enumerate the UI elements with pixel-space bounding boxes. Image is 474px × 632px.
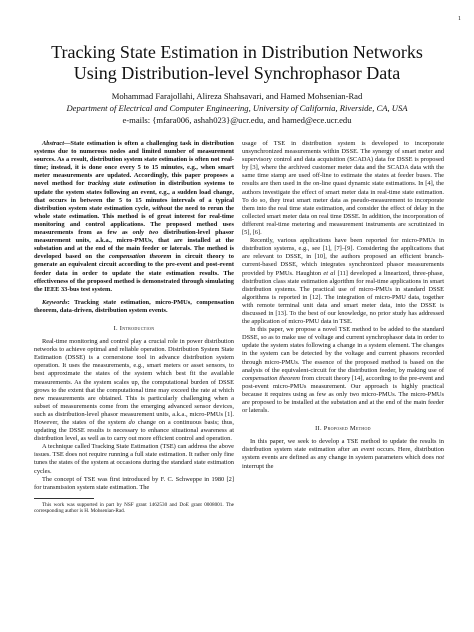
right-column xyxy=(242,140,444,471)
keywords-label: Keywords xyxy=(42,298,68,306)
abstract: Abstract—State estimation is often a challenging task in distribution systems due to numerous nodes and limited number of measurement sources. As a result, distribution system state estimation is often not real-time; instead, it is done once every 5 to 15 minutes, e.g., when smart meter measurements are updated. Accordingly, this paper proposes a novel method for tracking state estimation in distribution systems to update the system states following an event, e.g., a sudden load change, that occurs in between the 5 to 15 minutes intervals of a typical distribution system state estimation cycle, without the need to rerun the whole state estimation. This method is of great interest for real-time monitoring and control applications. The proposed method uses measurements from as few as only two distribution-level phasor measurement units, a.k.a., micro-PMUs, that are installed at the substation and at the end of the main feeder or laterals. The method is developed based on the compensation theorem in circuit theory to generate an equivalent circuit according to the pre-event and post-event feeder data in order to update the state estimation results. The effectiveness of the proposed method is demonstrated through simulating the IEEE 33-bus test system. xyxy=(34,140,235,293)
intro-paragraph-2: A technique called Tracking State Estimation (TSE) can address the above issues. TSE does not require running a full state estimation. It rather only fine tunes the states of the system at occasions during the standard state estimation cycles. xyxy=(34,443,234,475)
body-paragraph-1: usage of TSE in distribution system is developed to incorporate unsynchronized measurements within DSSE. The synergy of smart meter and supervisory control and data acquisition (SCADA) data for DSSE is proposed by [3], where the archived customer meter data and the SCADA data with the same time stamp are used off-line to estimate the states at feeder buses. The results are then used in the on-line quasi dynamic state estimations. In [4], the authors investigate the effect of smart meter data in real-time state estimation. To do so, they treat smart meter data as pseudo-measurement to incorporate them into the real time state estimation, and consider the effect of delay in the collected smart meter data on real time DSSE. In addition, the incorporation of different real-time metering and measurement instruments are scrutinized in [5], [6]. xyxy=(242,140,444,237)
intro-paragraph-1: Real-time monitoring and control play a crucial role in power distribution networks to achieve optimal and reliable operation. Distribution System State Estimation (DSSE) is a cornerstone tool in advance distribution system operation. It uses the measurements, e.g., smart meters or asset sensors, to best approximate the states of the system which best fit the available measurements. As the system scales up, the computational burden of DSSE grows to the extent that the computational time may exceed the rate at which new measurements are obtained. This is particularly challenging when a subset of measurements come from the emerging advanced sensor devices, such as distribution-level phasor measurement units, a.k.a., micro-PMUs [1]. However, the states of the system do change on a continuous basis; thus, updating the DSSE results is necessary to enhance situational awareness at distribution level, as well as to carry out more efficient control and operation. xyxy=(34,338,235,443)
body-paragraph-4: In this paper, we seek to develop a TSE method to update the results in distribution system state estimation after an event occurs. Here, distribution system events are defined as any change in system parameters which does not interrupt the xyxy=(242,438,444,470)
footnote-rule xyxy=(34,498,94,499)
section-heading-introduction: I. Introduction xyxy=(113,324,155,332)
affiliation: Department of Electrical and Computer Engineering, University of California, Riverside, CA, USA xyxy=(66,103,408,113)
abstract-label: Abstract xyxy=(42,140,65,147)
left-column xyxy=(34,140,234,515)
footnote: This work was supported in part by NSF grant 1462530 and DoE grant 0008001. The corresponding author is H. Mohsenian-Rad. xyxy=(34,501,234,515)
title-line-1: Tracking State Estimation in Distribution Networks xyxy=(51,42,423,62)
intro-paragraph-3: The concept of TSE was first introduced by F. C. Schweppe in 1980 [2] for transmission system state estimation. The xyxy=(34,475,234,491)
paper-title xyxy=(20,42,454,84)
page-number: 1 xyxy=(458,16,461,22)
body-paragraph-2: Recently, various applications have been reported for micro-PMUs in distribution systems, e.g., see [1], [7]–[9]. Considering the applications that are relevant to DSSE, in [10], the authors proposed an efficient branch-current-based DSSE, which integrates synchronized phasor measurements provided by PMUs. Haughton et al [11] developed a linearized, three-phase, distribution class state estimation algorithm for real-time applications in smart distribution systems. The practical use of micro-PMUs in standard DSSE algorithms is reported in [12]. The integration of micro-PMU data, together with remote terminal unit data and smart meter data, into the DSSE is discussed in [13]. To the best of our knowledge, no prior study has addressed the application of micro-PMU data in TSE. xyxy=(242,237,444,326)
body-paragraph-3: In this paper, we propose a novel TSE method to be added to the standard DSSE, so as to make use of voltage and current synchrophasor data in order to update the system states following a change in a system element. The changes in the system can be detected by the voltage and current phasors recorded through micro-PMUs. The essence of the proposed method is based on the analysis of the equivalent-circuit for the distribution feeder, by making use of compensation theorem from circuit theory [14], according to the pre-event and post-event micro-PMUs measurement. Our approach is highly practical because it requires using as few as only two micro-PMUs. The micro-PMUs are proposed to be installed at the substation and at the end of the main feeder or laterals. xyxy=(242,326,444,415)
author-emails: e-mails: {mfara006, ashah023}@ucr.edu, and hamed@ece.ucr.edu xyxy=(122,115,352,125)
section-heading-proposed-method: II. Proposed Method xyxy=(315,425,371,433)
author-list: Mohammad Farajollahi, Alireza Shahsavari, and Hamed Mohsenian-Rad xyxy=(111,91,363,101)
keywords: Keywords: Tracking state estimation, micro-PMUs, compensation theorem, data-driven, distribution system events. xyxy=(34,298,234,314)
title-line-2: Using Distribution-level Synchrophasor Data xyxy=(73,63,401,83)
